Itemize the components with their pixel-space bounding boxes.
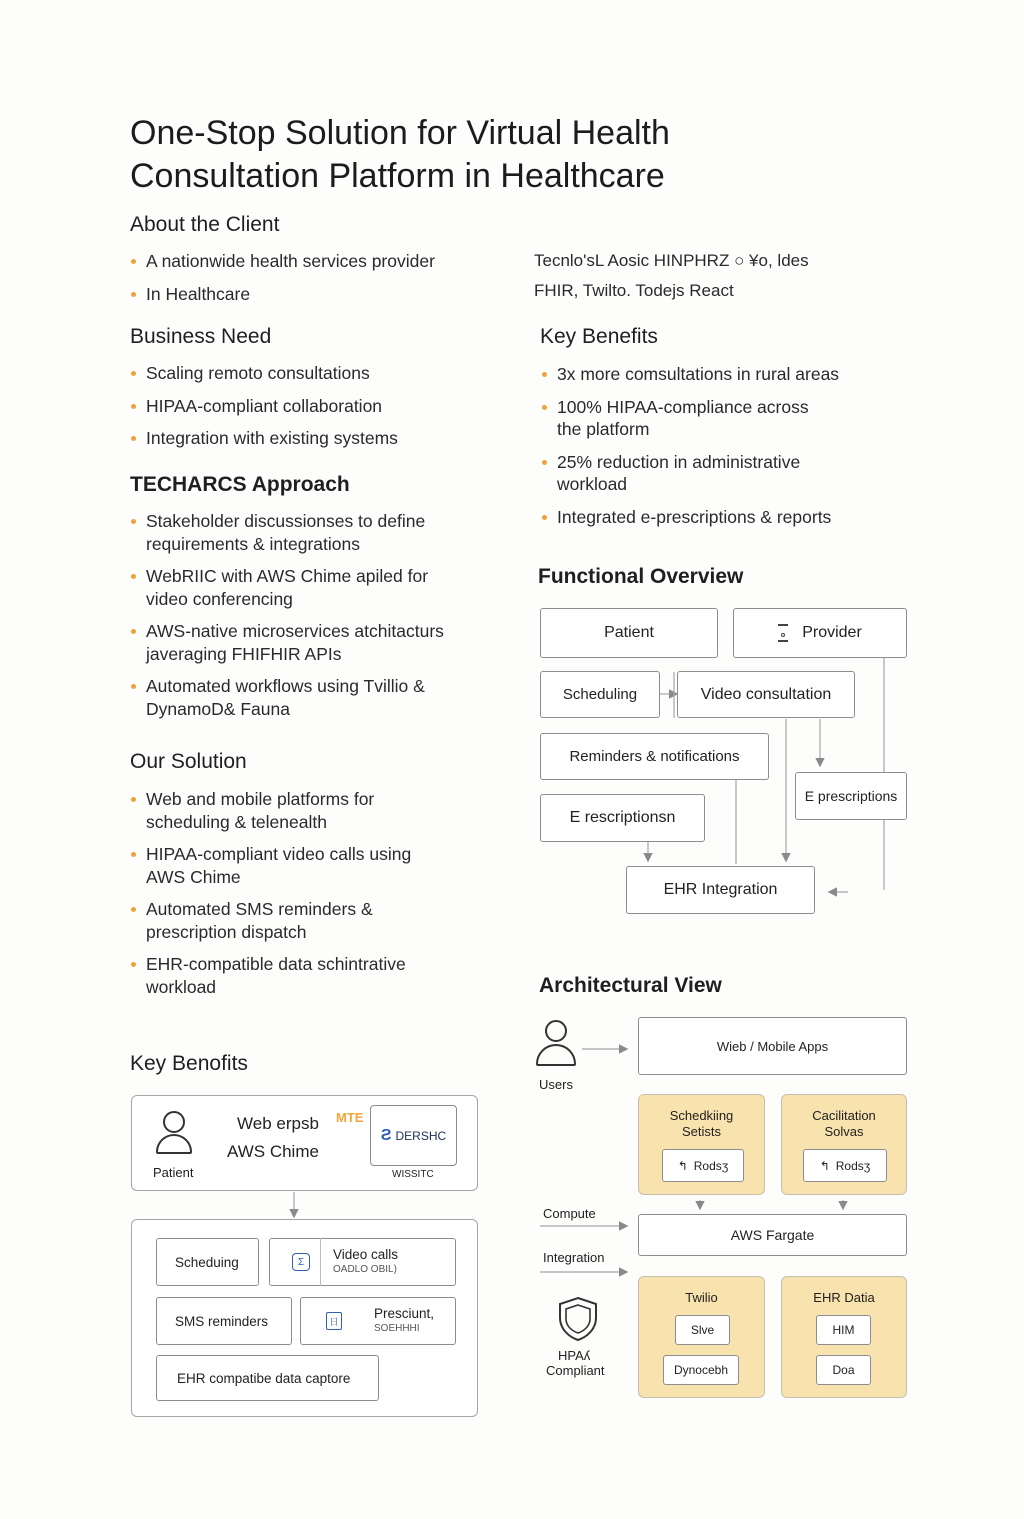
logo-box [370,1105,457,1166]
list-item: In Healthcare [130,283,490,306]
tech-line-1: Tecnlo'sL Aosic HINPHRZ ○ ¥ο, ldes [534,251,809,270]
solution-heading: Our Solution [130,750,247,773]
list-item: Integration with existing systems [130,427,490,450]
approach-heading: TECHARCS Approach [130,473,350,496]
aws-chime-label: AWS Chime [227,1142,319,1161]
scheduling-service-panel [638,1094,765,1195]
list-item: 100% HIPAA-compliance across the platform [541,396,831,441]
benefits-top-panel [131,1095,478,1191]
provider-icon [778,624,788,642]
arrow-icon: ↰ [819,1158,830,1173]
about-heading: About the Client [130,213,280,236]
key-benefits-list [541,363,881,528]
twilio-panel [638,1276,765,1398]
reminders-box: Reminders & notifications [540,733,769,780]
logo-icon: Ƨ [380,1126,392,1144]
panel-title: Cacilitation [812,1108,876,1123]
business-need-list [130,362,490,450]
list-item: Automated SMS reminders & prescription dispatch [130,898,410,943]
key-benefits-left-heading: Key Benofits [130,1052,248,1075]
tech-line-2: FHIR, Twilto. Todejs React [534,281,734,300]
web-label: Web erpsb [237,1114,319,1133]
service-item [662,1149,744,1182]
prescription-item [300,1297,456,1345]
functional-heading: Functional Overview [538,565,744,588]
ehr-integration-box: EHR Integration [626,866,815,914]
key-benefits-heading: Key Benefits [540,325,658,348]
business-need-heading: Business Need [130,325,272,348]
panel-subtitle: Setists [681,1124,721,1139]
mte-label: MTE [336,1110,364,1125]
patient-icon [154,1111,194,1157]
patient-label: Patient [153,1165,194,1180]
video-calls-sub: OADLO OBIL) [333,1264,397,1275]
prescription-icon: 日 [326,1312,342,1330]
provider-box [733,608,907,658]
solution-list [130,788,470,998]
scheduling-box: Scheduling [540,671,660,718]
service-item: HIM [816,1315,871,1345]
approach-list [130,510,480,720]
list-item: AWS-native microservices atchitacturs javeraging FHIFHIR APIs [130,620,470,665]
video-icon: Σ [292,1253,310,1271]
integration-label: Integration [543,1250,605,1265]
arrow-icon: ↰ [677,1158,688,1173]
list-item: Scaling remoto consultations [130,362,490,385]
service-item [803,1149,887,1182]
service-item: Doa [816,1355,871,1385]
list-item: WebRIIC with AWS Chime apiled for video conferencing [130,565,430,610]
eprescriptions-box: E prescriptions [795,772,907,820]
list-item: HIPAA-compliant video calls using AWS Chime [130,843,440,888]
sms-reminders-item: SMS reminders [156,1297,292,1345]
scheduling-item: Scheduing [156,1238,259,1286]
list-item: Stakeholder discussionses to define requirements & integrations [130,510,470,555]
service-item: Slve [675,1315,730,1345]
logo-text: DERSHC [395,1128,447,1143]
list-item: Automated workflows using Tvillio & DynamoD& Fauna [130,675,450,720]
users-label: Users [539,1077,573,1092]
service-item-label: Rodsʒ [693,1158,729,1173]
tech-stack [534,246,934,306]
video-calls-item [269,1238,456,1286]
hipaa-label-1: HPAʎ [558,1348,591,1363]
list-item: 25% reduction in administrative workload [541,451,841,496]
logo-caption: WISSITC [392,1169,434,1180]
panel-title: Schedkiing [669,1108,734,1123]
patient-box: Patient [540,608,718,658]
architectural-heading: Architectural View [539,974,722,997]
panel-subtitle: Solvas [824,1124,864,1139]
ehr-data-panel [781,1276,907,1398]
video-consultation-box: Video consultation [677,671,855,718]
about-list [130,250,490,305]
page-title [130,112,830,198]
user-icon [536,1020,576,1072]
list-item: EHR-compatible data schintrative workload [130,953,450,998]
service-item-label: Rodsʒ [835,1158,871,1173]
ehr-capture-item: EHR compatibe data captore [156,1355,379,1401]
title-line-1: One-Stop Solution for Virtual Health [130,114,670,152]
list-item: 3x more comsultations in rural areas [541,363,881,386]
service-item: Dynocebh [663,1355,739,1385]
list-item: HIPAA-compliant collaboration [130,395,490,418]
panel-title: Twilio [685,1290,718,1305]
list-item: A nationwide health services provider [130,250,490,273]
aws-fargate-box: AWS Fargate [638,1214,907,1256]
benefits-bottom-panel [131,1219,478,1417]
prescription-sub: SOEHHHI [374,1323,420,1334]
shield-icon [556,1296,600,1342]
erescriptions-box: E rescriptionsn [540,794,705,842]
title-line-2: Consultation Platform in Healthcare [130,157,665,195]
hipaa-label-2: Compliant [546,1363,605,1378]
web-mobile-apps-box: Wieb / Mobile Apps [638,1017,907,1075]
compute-label: Compute [543,1206,596,1221]
cancellation-service-panel [781,1094,907,1195]
prescription-label: Presciunt, [374,1306,435,1321]
list-item: Integrated e-prescriptions & reports [541,506,881,529]
provider-label: Provider [802,624,862,641]
video-calls-label: Video calls [333,1247,399,1262]
list-item: Web and mobile platforms for scheduling & telenealth [130,788,420,833]
panel-title: EHR Datia [813,1290,875,1305]
